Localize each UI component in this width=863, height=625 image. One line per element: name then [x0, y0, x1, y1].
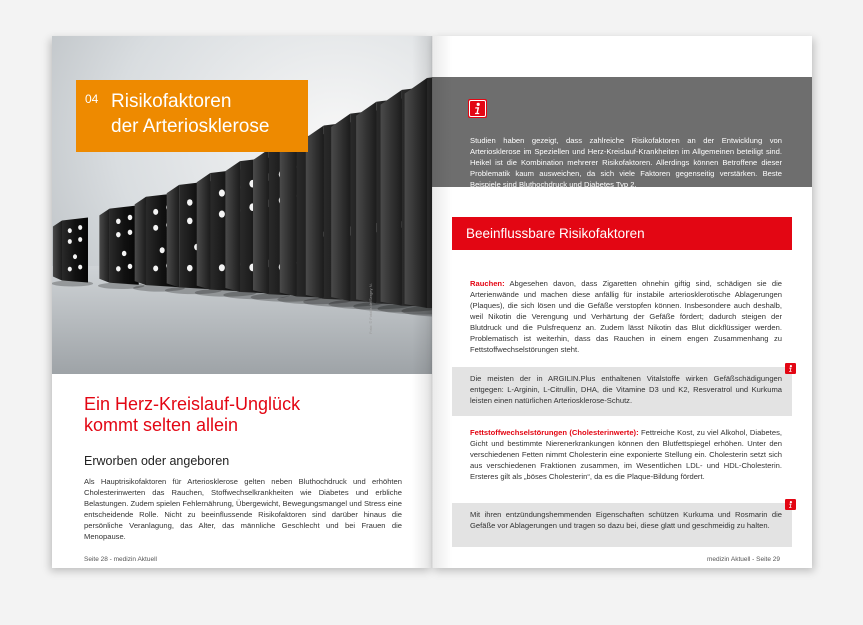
page-footer-left: Seite 28 - medizin Aktuell: [84, 556, 157, 563]
chapter-title-line2: der Arteriosklerose: [111, 116, 270, 137]
info-icon: [785, 499, 796, 510]
chapter-title: [111, 89, 306, 139]
domino-tile: [99, 205, 138, 285]
cholesterol-paragraph: [470, 427, 782, 482]
note-box-2: [452, 503, 792, 547]
cholesterol-text: Fettreiche Kost, zu viel Alkohol, Diabetes, Gicht und bestimmte Nierenerkrankungen können den Blutfettspiegel erhöhen. Unter den verschiedenen Fetten nimmt Cholesterin eine exponierte Stellung ein. Cholesterin setzt sich aus verschiedenen Fraktionen zusammen, im Wesentlichen LDL- und HDL-Cholesterin. Ersteres gilt als „böses Cholesterin“, da es die Plaque-Bildung fördert.: [470, 428, 782, 481]
left-page: [52, 36, 432, 568]
info-icon: [468, 99, 487, 118]
info-icon: [785, 363, 796, 374]
note-text-2: Mit ihren entzündungshemmenden Eigenschaften schützen Kurkuma und Rosmarin die Gefäße vor Ablagerungen und tragen so dazu bei, diese glatt und geschmeidig zu halten.: [470, 510, 782, 530]
domino-tile: [53, 218, 88, 283]
section-title: Beeinflussbare Risikofaktoren: [466, 226, 645, 241]
article-headline: [84, 394, 404, 436]
right-page: [432, 36, 812, 568]
article-body-left: Als Hauptrisikofaktoren für Arteriosklerose gelten neben Bluthochdruck und erhöhten Cholesterinwerten das Rauchen, Stoffwechselkrankheiten wie Diabetes und erbliche Belastungen. Zudem spielen Fehlernährung, Übergewicht, Bewegungsmangel und Stress eine entscheidende Rolle. Nicht zu beeinflussende Risikofaktoren sind darüber hinaus die persönliche Veranlagung, das Alter, das männliche Geschlecht und bei Frauen die Menopause.: [84, 477, 402, 541]
info-box: [432, 77, 812, 187]
chapter-title-line1: Risikofaktoren: [111, 91, 232, 112]
note-box-1: [452, 367, 792, 416]
note-text-1: Die meisten der in ARGILIN.Plus enthaltenen Vitalstoffe wirken Gefäßschädigungen entgegen: L-Arginin, L-Citrullin, DHA, die Vitamine D3 und K2, Resveratrol und Kurkuma leisten einen natürlichen Arteriosklerose-Schutz.: [470, 374, 782, 405]
magazine-spread: [52, 36, 812, 568]
smoking-paragraph: [470, 278, 782, 355]
photo-credit: Foto: © Fotolia.de/Sergey N.: [368, 283, 373, 334]
info-text: Studien haben gezeigt, dass zahlreiche Risikofaktoren an der Entwicklung von Arteriosklerose im Speziellen und Herz-Kreislauf-Krankheiten im Allgemeinen beteiligt sind. Heikel ist die Kombination mehrerer Risikofaktoren. Allerdings können Betroffene dieser Problematik kaum ausweichen, da sich viele Faktoren gegenseitig verstärken. Beste Beispiele sind Bluthochdruck und Diabetes Typ 2.: [470, 136, 782, 189]
chapter-number: 04: [85, 92, 99, 106]
smoking-text: Abgesehen davon, dass Zigaretten ohnehin giftig sind, schädigen sie die Arterienwände und machen diese anfällig für instabile arteriosklerotische Ablagerungen (Plaques), die sich lösen und die Gefäße verstopfen können. Insbesondere auch deshalb, weil Nikotin die Verengung und Verhärtung der Gefäße fördert; dadurch steigen der Blutdruck und die Pulsfrequenz an. Zudem lässt Nikotin das Blut dickflüssiger werden. Problematisch ist weiterhin, dass das Rauchen in einem engen Zusammenhang zu Fettstoffwechselstörungen steht.: [470, 279, 782, 354]
cholesterol-label: Fettstoffwechselstörungen (Cholesterinwerte):: [470, 428, 639, 437]
article-subheading: Erworben oder angeboren: [84, 454, 230, 468]
page-footer-right: medizin Aktuell - Seite 29: [707, 556, 780, 563]
smoking-label: Rauchen:: [470, 279, 505, 288]
headline-line2: kommt selten allein: [84, 415, 239, 435]
domino-tile: [405, 70, 432, 310]
headline-line1: Ein Herz-Kreislauf-Unglück: [84, 394, 301, 414]
section-header-bar: [452, 217, 792, 250]
chapter-title-box: [76, 80, 308, 152]
